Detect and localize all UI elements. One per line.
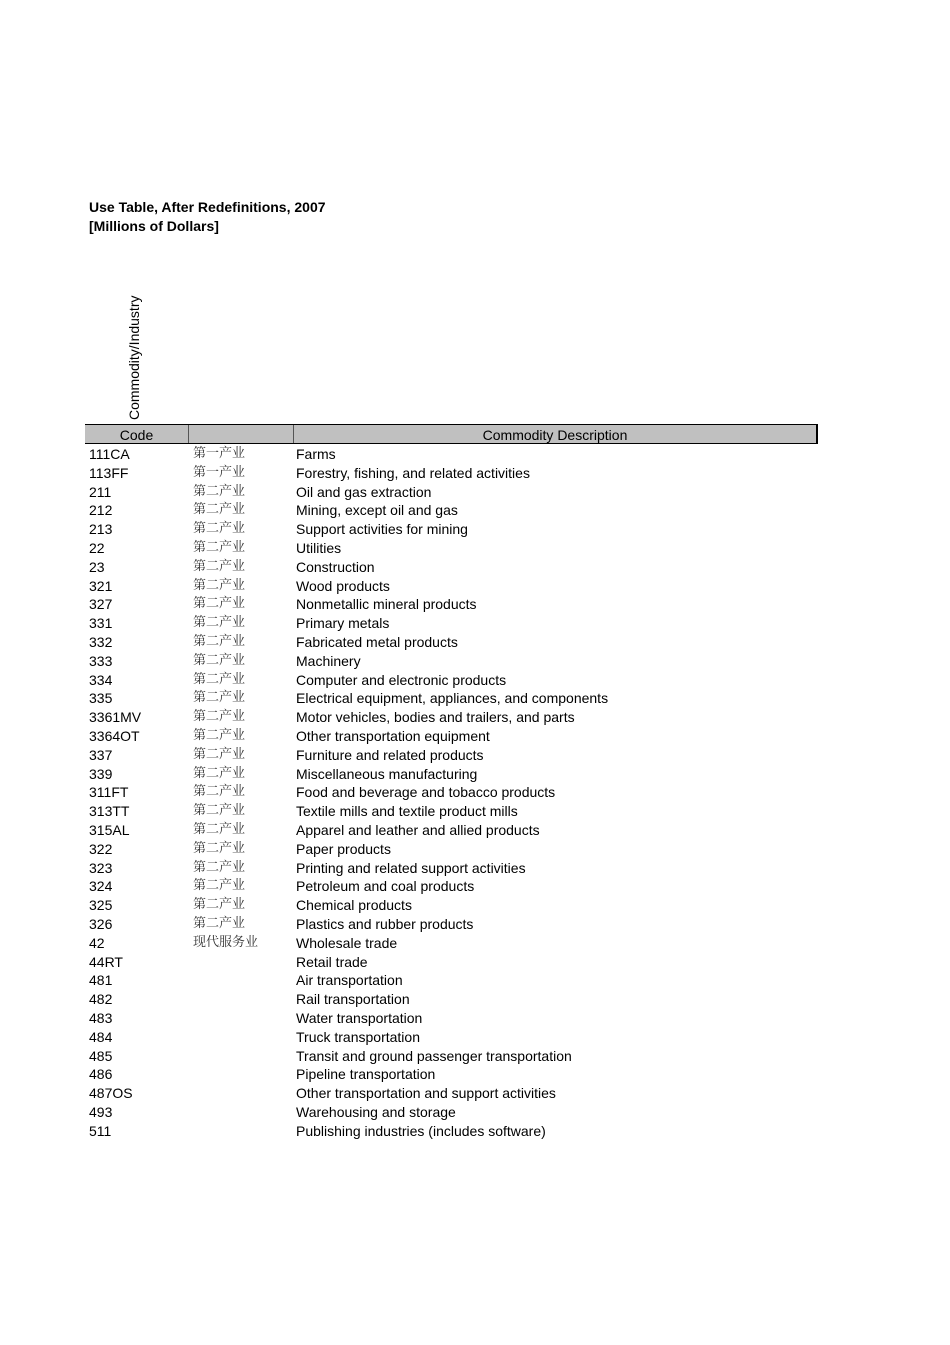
cell-code: 311FT — [89, 784, 129, 801]
table-row — [0, 689, 950, 707]
cell-description: Miscellaneous manufacturing — [296, 765, 478, 782]
table-title: Use Table, After Redefinitions, 2007 — [89, 199, 326, 215]
cell-sector: 第二产业 — [193, 521, 246, 537]
table-row — [0, 934, 950, 952]
cell-sector: 第一产业 — [193, 446, 246, 461]
table-units: [Millions of Dollars] — [89, 218, 219, 234]
cell-code: 44RT — [89, 953, 123, 970]
cell-description: Mining, except oil and gas — [296, 502, 458, 519]
cell-code: 321 — [89, 577, 113, 594]
cell-description: Printing and related support activities — [296, 859, 526, 876]
cell-sector: 第二产业 — [193, 671, 246, 687]
cell-description: Motor vehicles, bodies and trailers, and parts — [296, 709, 575, 726]
cell-code: 42 — [89, 934, 105, 951]
table-row — [0, 464, 950, 482]
cell-description: Support activities for mining — [296, 521, 468, 538]
cell-code: 113FF — [89, 464, 129, 481]
cell-code: 213 — [89, 521, 113, 538]
table-row — [0, 746, 950, 764]
cell-sector: 第二产业 — [193, 596, 246, 612]
cell-code: 482 — [89, 991, 113, 1008]
cell-code: 486 — [89, 1066, 113, 1083]
table-row — [0, 445, 950, 463]
cell-code: 324 — [89, 878, 113, 895]
table-header — [85, 424, 818, 444]
cell-code: 333 — [89, 652, 113, 669]
cell-description: Machinery — [296, 652, 361, 669]
cell-code: 23 — [89, 558, 105, 575]
table-row — [0, 821, 950, 839]
cell-sector: 第二产业 — [193, 822, 246, 837]
cell-description: Petroleum and coal products — [296, 878, 475, 895]
cell-description: Utilities — [296, 540, 342, 556]
cell-description: Paper products — [296, 840, 391, 857]
cell-sector: 第二产业 — [193, 558, 246, 574]
table-row — [0, 1103, 950, 1121]
cell-description: Publishing industries (includes software) — [296, 1122, 546, 1139]
cell-code: 487OS — [89, 1085, 133, 1102]
cell-code: 22 — [89, 540, 105, 556]
header-code: Code — [85, 425, 189, 443]
cell-sector: 第二产业 — [193, 728, 246, 743]
cell-description: Pipeline transportation — [296, 1066, 436, 1083]
cell-sector: 第二产业 — [193, 577, 246, 593]
table-row — [0, 896, 950, 914]
vertical-header-label-box — [124, 282, 144, 420]
cell-code: 337 — [89, 746, 113, 763]
table-row — [0, 990, 950, 1008]
cell-description: Construction — [296, 558, 375, 575]
cell-description: Farms — [296, 446, 336, 462]
cell-code: 481 — [89, 972, 113, 989]
cell-sector: 第二产业 — [193, 765, 246, 781]
cell-code: 111CA — [89, 446, 130, 462]
cell-code: 327 — [89, 596, 113, 613]
cell-sector: 第二产业 — [193, 746, 246, 762]
cell-description: Plastics and rubber products — [296, 916, 474, 932]
cell-description: Computer and electronic products — [296, 671, 507, 688]
cell-code: 211 — [89, 483, 112, 500]
cell-description: Oil and gas extraction — [296, 483, 432, 500]
table-row — [0, 577, 950, 595]
cell-description: Truck transportation — [296, 1028, 420, 1045]
cell-sector: 第二产业 — [193, 615, 246, 631]
cell-sector: 第二产业 — [193, 709, 246, 725]
cell-description: Other transportation equipment — [296, 728, 490, 744]
table-row — [0, 783, 950, 801]
table-row — [0, 915, 950, 933]
cell-code: 313TT — [89, 803, 130, 820]
cell-code: 315AL — [89, 822, 130, 838]
cell-description: Food and beverage and tobacco products — [296, 784, 556, 801]
cell-description: Fabricated metal products — [296, 634, 458, 650]
cell-code: 332 — [89, 634, 113, 650]
cell-code: 331 — [89, 615, 113, 632]
cell-code: 483 — [89, 1010, 113, 1026]
cell-description: Wholesale trade — [296, 934, 398, 951]
cell-code: 511 — [89, 1122, 112, 1139]
cell-sector: 第一产业 — [193, 464, 246, 480]
table-row — [0, 1122, 950, 1140]
table-row — [0, 595, 950, 613]
cell-sector: 第二产业 — [193, 840, 246, 856]
table-row — [0, 1009, 950, 1027]
cell-description: Primary metals — [296, 615, 390, 632]
cell-code: 339 — [89, 765, 113, 782]
cell-code: 212 — [89, 502, 113, 519]
cell-sector: 第二产业 — [193, 502, 246, 518]
table-row — [0, 971, 950, 989]
table-row — [0, 614, 950, 632]
cell-sector: 第二产业 — [193, 690, 246, 706]
table-row — [0, 802, 950, 820]
table-row — [0, 652, 950, 670]
cell-description: Air transportation — [296, 972, 403, 989]
table-row — [0, 558, 950, 576]
cell-description: Other transportation and support activities — [296, 1085, 556, 1102]
cell-description: Transit and ground passenger transportation — [296, 1047, 572, 1064]
cell-description: Wood products — [296, 577, 390, 594]
cell-sector: 第二产业 — [193, 859, 246, 875]
table-row — [0, 708, 950, 726]
cell-description: Chemical products — [296, 897, 412, 914]
cell-code: 325 — [89, 897, 113, 914]
vertical-header-label: Commodity/Industry — [126, 295, 142, 420]
table-row — [0, 765, 950, 783]
cell-description: Forestry, fishing, and related activities — [296, 464, 530, 481]
cell-code: 335 — [89, 690, 113, 707]
cell-description: Electrical equipment, appliances, and components — [296, 690, 609, 707]
cell-sector: 第二产业 — [193, 540, 246, 555]
cell-description: Nonmetallic mineral products — [296, 596, 477, 613]
cell-description: Textile mills and textile product mills — [296, 803, 518, 820]
cell-sector: 第二产业 — [193, 916, 246, 931]
header-description: Commodity Description — [482, 427, 628, 443]
cell-code: 322 — [89, 840, 113, 857]
cell-sector: 第二产业 — [193, 634, 246, 649]
table-row — [0, 483, 950, 501]
cell-code: 326 — [89, 916, 113, 932]
table-row — [0, 1047, 950, 1065]
cell-code: 493 — [89, 1104, 113, 1120]
cell-code: 3364OT — [89, 728, 140, 744]
table-row — [0, 1028, 950, 1046]
table-row — [0, 727, 950, 745]
table-row — [0, 539, 950, 557]
table-row — [0, 501, 950, 519]
cell-code: 485 — [89, 1047, 113, 1064]
table-row — [0, 859, 950, 877]
table-row — [0, 520, 950, 538]
cell-sector: 第二产业 — [193, 803, 246, 819]
cell-description: Apparel and leather and allied products — [296, 822, 540, 838]
cell-sector: 第二产业 — [193, 652, 246, 668]
cell-sector: 第二产业 — [193, 897, 246, 913]
table-row — [0, 840, 950, 858]
table-row — [0, 1084, 950, 1102]
cell-code: 334 — [89, 671, 113, 688]
table-row — [0, 671, 950, 689]
cell-sector: 第二产业 — [193, 784, 246, 800]
cell-description: Rail transportation — [296, 991, 410, 1008]
cell-sector: 现代服务业 — [193, 934, 259, 950]
table-row — [0, 633, 950, 651]
cell-description: Warehousing and storage — [296, 1104, 456, 1120]
cell-description: Water transportation — [296, 1010, 423, 1026]
table-row — [0, 877, 950, 895]
cell-code: 3361MV — [89, 709, 142, 726]
cell-code: 484 — [89, 1028, 113, 1045]
cell-code: 323 — [89, 859, 113, 876]
cell-sector: 第二产业 — [193, 878, 246, 894]
cell-sector: 第二产业 — [193, 483, 246, 499]
table-row — [0, 953, 950, 971]
cell-description: Retail trade — [296, 953, 368, 970]
cell-description: Furniture and related products — [296, 746, 484, 763]
table-row — [0, 1065, 950, 1083]
header-sector — [189, 425, 294, 443]
